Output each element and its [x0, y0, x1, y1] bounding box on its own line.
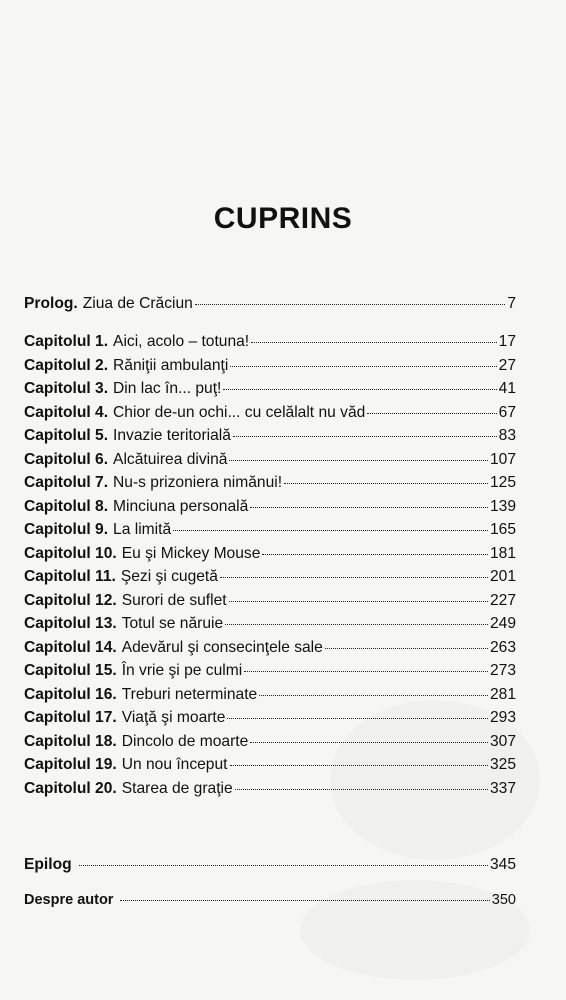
dot-leader: [284, 483, 488, 484]
entry-label: Capitolul 5.: [24, 427, 109, 444]
entry-page: 67: [498, 403, 516, 421]
dot-leader: [220, 577, 488, 578]
entry-title: Ziua de Crăciun: [82, 295, 193, 312]
dot-leader: [229, 601, 488, 602]
entry-label: Capitolul 2.: [24, 356, 109, 374]
entry-page: 17: [498, 333, 516, 350]
entry-label: Capitolul 4.: [24, 403, 109, 421]
entry-label: Capitolul 15.: [24, 662, 117, 679]
entry-page: 249: [489, 615, 516, 632]
entry-page: 263: [489, 638, 516, 656]
dot-leader: [79, 865, 488, 866]
toc-entry-chapter: [24, 639, 516, 663]
entry-title: Invazie teritorială: [113, 427, 231, 444]
toc-entry-chapter: [24, 615, 516, 639]
entry-title: Chior de-un ochi... cu celălalt nu văd: [113, 403, 366, 421]
dot-leader: [244, 671, 488, 672]
entry-page: 227: [489, 591, 516, 609]
entry-title: Treburi neterminate: [121, 685, 258, 703]
entry-label: Capitolul 12.: [24, 591, 117, 609]
toc-entry-chapter: [24, 427, 516, 451]
entry-page: 41: [498, 380, 516, 397]
toc-entry-despre-autor: [24, 892, 516, 916]
entry-page: 165: [489, 521, 516, 538]
dot-leader: [173, 530, 488, 531]
entry-page: 293: [489, 709, 516, 726]
toc-entry-chapter: [24, 756, 516, 780]
entry-label: Capitolul 11.: [24, 568, 116, 585]
toc-entry-chapter: [24, 733, 516, 757]
entry-page: 350: [491, 892, 516, 908]
entry-page: 273: [489, 662, 516, 679]
entry-title: Alcătuirea divină: [113, 450, 228, 468]
entry-title: Răniţii ambulanţi: [113, 356, 229, 374]
toc-chapters: [24, 333, 516, 803]
dot-leader: [229, 460, 488, 461]
dot-leader: [325, 648, 488, 649]
dot-leader: [233, 436, 497, 437]
entry-label: Prolog.: [24, 295, 78, 312]
dot-leader: [230, 765, 488, 766]
toc-entry-epilog: [24, 856, 516, 880]
toc-entry-chapter: [24, 592, 516, 616]
entry-title: Şezi şi cugetă: [120, 568, 218, 585]
entry-label: Capitolul 19.: [24, 756, 117, 773]
entry-page: 337: [489, 779, 516, 797]
entry-label: Capitolul 17.: [24, 709, 117, 726]
entry-label: Capitolul 20.: [24, 779, 117, 797]
toc-despre-autor: [24, 892, 516, 916]
toc-entry-chapter: [24, 404, 516, 428]
entry-label: Capitolul 6.: [24, 450, 109, 468]
toc-entry-prolog: [24, 295, 516, 319]
toc-entry-chapter: [24, 380, 516, 404]
dot-leader: [225, 624, 488, 625]
entry-title: În vrie şi pe culmi: [121, 662, 243, 679]
toc-entry-chapter: [24, 545, 516, 569]
toc-entry-chapter: [24, 568, 516, 592]
entry-label: Capitolul 14.: [24, 638, 117, 656]
entry-label: Capitolul 16.: [24, 685, 117, 703]
entry-label: Capitolul 13.: [24, 615, 117, 632]
toc-epilog: [24, 856, 516, 880]
entry-label: Capitolul 10.: [24, 544, 117, 562]
entry-page: 281: [489, 685, 516, 703]
dot-leader: [367, 413, 496, 414]
entry-title: Adevărul şi consecinţele sale: [121, 638, 323, 656]
entry-page: 139: [489, 497, 516, 515]
dot-leader: [227, 718, 488, 719]
toc-entry-chapter: [24, 709, 516, 733]
dot-leader: [230, 366, 496, 367]
entry-label: Epilog: [24, 856, 72, 873]
dot-leader: [259, 695, 488, 696]
dot-leader: [251, 342, 496, 343]
entry-title: Totul se năruie: [121, 615, 224, 632]
entry-page: 307: [489, 732, 516, 750]
toc-entry-chapter: [24, 662, 516, 686]
entry-title: Eu şi Mickey Mouse: [121, 544, 261, 562]
entry-page: 107: [489, 450, 516, 468]
toc-entry-chapter: [24, 780, 516, 804]
toc-entry-chapter: [24, 686, 516, 710]
entry-page: 7: [507, 295, 516, 312]
entry-title: Dincolo de moarte: [121, 732, 249, 750]
entry-label: Capitolul 9.: [24, 521, 109, 538]
entry-title: Nu-s prizoniera nimănui!: [113, 474, 283, 491]
toc-entry-chapter: [24, 521, 516, 545]
toc-entry-chapter: [24, 357, 516, 381]
entry-page: 181: [489, 544, 516, 562]
entry-page: 345: [489, 856, 516, 873]
toc-entry-chapter: [24, 474, 516, 498]
dot-leader: [235, 789, 488, 790]
entry-label: Capitolul 1.: [24, 333, 109, 350]
entry-page: 325: [489, 756, 516, 773]
entry-label: Capitolul 8.: [24, 497, 109, 515]
entry-page: 83: [498, 427, 516, 444]
entry-label: Despre autor: [24, 892, 114, 908]
entry-title: Surori de suflet: [121, 591, 227, 609]
entry-label: Capitolul 7.: [24, 474, 109, 491]
toc-entry-chapter: [24, 333, 516, 357]
dot-leader: [223, 389, 496, 390]
entry-title: Viaţă şi moarte: [121, 709, 226, 726]
dot-leader: [195, 304, 506, 305]
entry-label: Capitolul 3.: [24, 380, 109, 397]
entry-title: Minciuna personală: [113, 497, 249, 515]
dot-leader: [250, 742, 488, 743]
toc-entry-chapter: [24, 498, 516, 522]
entry-label: Capitolul 18.: [24, 732, 117, 750]
entry-title: Aici, acolo – totuna!: [113, 333, 250, 350]
toc-prolog: [24, 295, 516, 319]
entry-title: Din lac în... puţ!: [113, 380, 222, 397]
entry-title: Starea de graţie: [121, 779, 233, 797]
entry-title: La limită: [113, 521, 172, 538]
entry-page: 125: [489, 474, 516, 491]
toc-entry-chapter: [24, 451, 516, 475]
dot-leader: [262, 554, 488, 555]
entry-title: Un nou început: [121, 756, 228, 773]
page-title: CUPRINS: [213, 202, 353, 235]
entry-page: 201: [489, 568, 516, 585]
dot-leader: [120, 900, 489, 901]
entry-page: 27: [498, 356, 516, 374]
dot-leader: [250, 507, 488, 508]
